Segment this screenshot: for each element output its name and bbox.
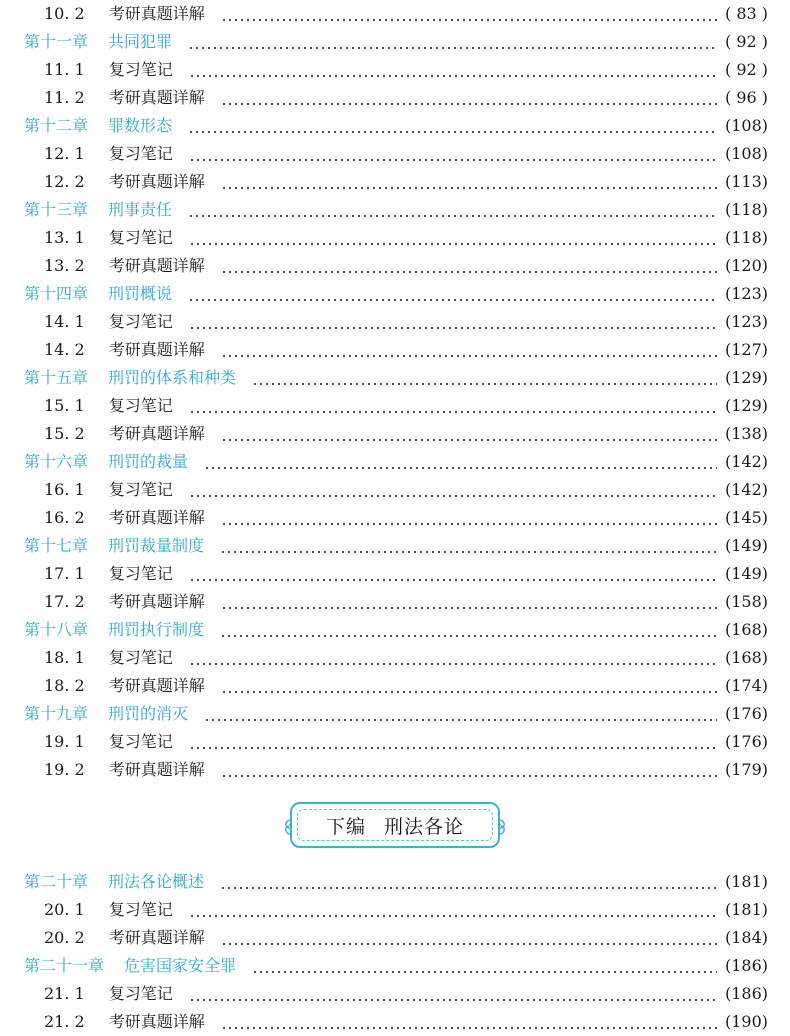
toc-section-entry[interactable] — [0, 84, 790, 112]
page-number: ( 92 ) — [724, 60, 768, 79]
toc-chapter-entry[interactable] — [0, 196, 790, 224]
page-number: (158) — [724, 592, 768, 611]
page-number: (174) — [724, 676, 768, 695]
dot-leader — [189, 896, 717, 924]
entry-heading — [44, 756, 205, 784]
toc-section-entry[interactable] — [0, 476, 790, 504]
page-number: (168) — [724, 648, 768, 667]
section-number: 13. 1 — [44, 228, 85, 247]
entry-heading — [44, 252, 205, 280]
chapter-number: 第十六章 — [24, 452, 89, 471]
page-number: (186) — [724, 956, 768, 975]
dot-leader — [252, 364, 717, 392]
toc-chapter-entry[interactable] — [0, 868, 790, 896]
toc-section-entry[interactable] — [0, 224, 790, 252]
toc-section-entry[interactable] — [0, 560, 790, 588]
entry-heading — [44, 420, 205, 448]
chapter-title: 危害国家安全罪 — [124, 956, 237, 975]
section-title: 考研真题详解 — [108, 172, 205, 191]
section-title: 考研真题详解 — [108, 508, 205, 527]
dot-leader — [189, 560, 717, 588]
entry-heading — [44, 644, 173, 672]
section-number: 12. 2 — [44, 172, 85, 191]
toc-section-entry[interactable] — [0, 728, 790, 756]
toc-chapter-entry[interactable] — [0, 364, 790, 392]
entry-heading — [44, 728, 173, 756]
page-number: (145) — [724, 508, 768, 527]
dot-leader — [221, 504, 717, 532]
section-title: 考研真题详解 — [108, 760, 205, 779]
section-number: 11. 1 — [44, 60, 85, 79]
toc-section-entry[interactable] — [0, 336, 790, 364]
entry-heading — [44, 84, 205, 112]
toc-section-entry[interactable] — [0, 168, 790, 196]
entry-heading — [44, 1008, 205, 1036]
entry-heading — [24, 868, 204, 896]
section-number: 17. 2 — [44, 592, 85, 611]
entry-heading — [24, 532, 204, 560]
toc-section-entry[interactable] — [0, 420, 790, 448]
page-number: (118) — [724, 200, 768, 219]
dot-leader — [189, 476, 717, 504]
chapter-title: 罪数形态 — [108, 116, 173, 135]
section-number: 10. 2 — [44, 4, 85, 23]
chapter-title: 刑罚裁量制度 — [108, 536, 205, 555]
section-number: 20. 1 — [44, 900, 85, 919]
dot-leader — [189, 140, 717, 168]
dot-leader — [220, 868, 717, 896]
entry-heading — [44, 168, 205, 196]
toc-section-entry[interactable] — [0, 140, 790, 168]
part-banner — [0, 798, 790, 854]
part-name: 刑法各论 — [384, 815, 465, 838]
dot-leader — [221, 1008, 717, 1036]
page-number: (168) — [724, 620, 768, 639]
entry-heading — [44, 588, 205, 616]
dot-leader — [252, 952, 717, 980]
section-title: 复习笔记 — [108, 732, 173, 751]
section-number: 11. 2 — [44, 88, 85, 107]
entry-heading — [44, 504, 205, 532]
section-title: 复习笔记 — [108, 984, 173, 1003]
toc-section-entry[interactable] — [0, 644, 790, 672]
chapter-title: 刑罚的体系和种类 — [108, 368, 237, 387]
dot-leader — [189, 224, 717, 252]
dot-leader — [188, 196, 717, 224]
page-number: (149) — [724, 536, 768, 555]
chapter-title: 刑罚概说 — [108, 284, 173, 303]
entry-heading — [44, 980, 173, 1008]
page-number: (138) — [724, 424, 768, 443]
chapter-title: 刑罚执行制度 — [108, 620, 205, 639]
page-number: (176) — [724, 704, 768, 723]
toc-section-entry[interactable] — [0, 896, 790, 924]
chapter-number: 第十五章 — [24, 368, 89, 387]
page-number: (179) — [724, 760, 768, 779]
section-title: 复习笔记 — [108, 564, 173, 583]
chapter-number: 第十九章 — [24, 704, 89, 723]
toc-section-entry[interactable] — [0, 308, 790, 336]
dot-leader — [220, 532, 717, 560]
entry-heading — [44, 896, 173, 924]
dot-leader — [189, 980, 717, 1008]
section-number: 12. 1 — [44, 144, 85, 163]
page-number: (108) — [724, 144, 768, 163]
dot-leader — [221, 252, 717, 280]
dot-leader — [188, 112, 717, 140]
section-number: 13. 2 — [44, 256, 85, 275]
chapter-title: 刑事责任 — [108, 200, 173, 219]
toc-section-entry[interactable] — [0, 392, 790, 420]
page-number: (184) — [724, 928, 768, 947]
section-title: 考研真题详解 — [108, 1012, 205, 1031]
section-number: 15. 2 — [44, 424, 85, 443]
dot-leader — [221, 588, 717, 616]
section-title: 复习笔记 — [108, 396, 173, 415]
entry-heading — [44, 56, 173, 84]
part-banner-frame — [290, 802, 500, 848]
entry-heading — [24, 280, 172, 308]
toc-section-entry[interactable] — [0, 588, 790, 616]
toc-section-entry[interactable] — [0, 56, 790, 84]
section-title: 考研真题详解 — [108, 928, 205, 947]
section-title: 考研真题详解 — [108, 88, 205, 107]
chapter-number: 第十一章 — [24, 32, 89, 51]
dot-leader — [221, 924, 717, 952]
entry-heading — [44, 0, 205, 28]
toc-section-entry[interactable] — [0, 756, 790, 784]
dot-leader — [221, 168, 717, 196]
section-title: 复习笔记 — [108, 312, 173, 331]
page-number: (129) — [724, 396, 768, 415]
chapter-number: 第二十章 — [24, 872, 89, 891]
section-title: 考研真题详解 — [108, 340, 205, 359]
chapter-title: 刑罚的消灭 — [108, 704, 189, 723]
section-title: 考研真题详解 — [108, 256, 205, 275]
section-number: 19. 2 — [44, 760, 85, 779]
entry-heading — [24, 196, 172, 224]
chapter-title: 共同犯罪 — [108, 32, 173, 51]
page-number: (120) — [724, 256, 768, 275]
dot-leader — [221, 756, 717, 784]
page-number: (149) — [724, 564, 768, 583]
page-number: ( 83 ) — [724, 4, 768, 23]
entry-heading — [44, 560, 173, 588]
entry-heading — [44, 140, 173, 168]
toc-chapter-entry[interactable] — [0, 28, 790, 56]
section-title: 复习笔记 — [108, 60, 173, 79]
toc-chapter-entry[interactable] — [0, 616, 790, 644]
section-number: 17. 1 — [44, 564, 85, 583]
chapter-number: 第十八章 — [24, 620, 89, 639]
dot-leader — [221, 0, 717, 28]
dot-leader — [221, 84, 717, 112]
section-title: 考研真题详解 — [108, 424, 205, 443]
entry-heading — [44, 336, 205, 364]
chapter-number: 第二十一章 — [24, 956, 105, 975]
page-number: (181) — [724, 900, 768, 919]
dot-leader — [221, 336, 717, 364]
chapter-title: 刑法各论概述 — [108, 872, 205, 891]
entry-heading — [44, 672, 205, 700]
entry-heading — [44, 224, 173, 252]
toc-chapter-entry[interactable] — [0, 448, 790, 476]
chapter-number: 第十七章 — [24, 536, 89, 555]
section-number: 19. 1 — [44, 732, 85, 751]
section-title: 考研真题详解 — [108, 676, 205, 695]
entry-heading — [24, 112, 172, 140]
chapter-number: 第十三章 — [24, 200, 89, 219]
section-number: 18. 1 — [44, 648, 85, 667]
entry-heading — [44, 392, 173, 420]
section-title: 复习笔记 — [108, 648, 173, 667]
entry-heading — [44, 308, 173, 336]
swirl-ornament-icon — [490, 818, 508, 836]
section-title: 复习笔记 — [108, 228, 173, 247]
page-number: (176) — [724, 732, 768, 751]
toc-chapter-entry[interactable] — [0, 952, 790, 980]
section-number: 15. 1 — [44, 396, 85, 415]
toc-section-entry[interactable] — [0, 0, 790, 28]
swirl-ornament-icon — [282, 818, 300, 836]
entry-heading — [24, 28, 172, 56]
section-title: 考研真题详解 — [108, 592, 205, 611]
entry-heading — [24, 616, 204, 644]
entry-heading — [24, 700, 188, 728]
section-number: 16. 1 — [44, 480, 85, 499]
toc-section-entry[interactable] — [0, 1008, 790, 1036]
part-label: 下编 — [325, 815, 366, 838]
dot-leader — [189, 308, 717, 336]
dot-leader — [204, 448, 717, 476]
dot-leader — [188, 280, 717, 308]
dot-leader — [189, 644, 717, 672]
dot-leader — [189, 56, 717, 84]
toc-chapter-entry[interactable] — [0, 112, 790, 140]
toc-section-entry[interactable] — [0, 924, 790, 952]
section-number: 21. 1 — [44, 984, 85, 1003]
section-number: 16. 2 — [44, 508, 85, 527]
page-number: (127) — [724, 340, 768, 359]
entry-heading — [44, 924, 205, 952]
page-number: (186) — [724, 984, 768, 1003]
page-number: (181) — [724, 872, 768, 891]
toc-chapter-entry[interactable] — [0, 532, 790, 560]
dot-leader — [189, 728, 717, 756]
section-number: 18. 2 — [44, 676, 85, 695]
section-title: 复习笔记 — [108, 900, 173, 919]
dot-leader — [221, 420, 717, 448]
toc-chapter-entry[interactable] — [0, 280, 790, 308]
page-number: (123) — [724, 312, 768, 331]
toc-section-entry[interactable] — [0, 252, 790, 280]
section-title: 考研真题详解 — [108, 4, 205, 23]
part-banner-title — [326, 812, 464, 839]
entry-heading — [24, 364, 236, 392]
page-number: (108) — [724, 116, 768, 135]
page-number: (142) — [724, 452, 768, 471]
page-number: (118) — [724, 228, 768, 247]
toc-section-entry[interactable] — [0, 504, 790, 532]
chapter-number: 第十二章 — [24, 116, 89, 135]
section-number: 14. 1 — [44, 312, 85, 331]
dot-leader — [204, 700, 717, 728]
page-number: ( 92 ) — [724, 32, 768, 51]
page-number: (113) — [724, 172, 768, 191]
section-number: 14. 2 — [44, 340, 85, 359]
entry-heading — [24, 952, 236, 980]
section-title: 复习笔记 — [108, 480, 173, 499]
toc-section-entry[interactable] — [0, 672, 790, 700]
entry-heading — [24, 448, 188, 476]
toc-section-entry[interactable] — [0, 980, 790, 1008]
chapter-title: 刑罚的裁量 — [108, 452, 189, 471]
section-title: 复习笔记 — [108, 144, 173, 163]
dot-leader — [189, 392, 717, 420]
page-number: ( 96 ) — [724, 88, 768, 107]
page-number: (190) — [724, 1012, 768, 1031]
page-number: (142) — [724, 480, 768, 499]
entry-heading — [44, 476, 173, 504]
page-number: (123) — [724, 284, 768, 303]
section-number: 20. 2 — [44, 928, 85, 947]
dot-leader — [220, 616, 717, 644]
toc-chapter-entry[interactable] — [0, 700, 790, 728]
chapter-number: 第十四章 — [24, 284, 89, 303]
dot-leader — [188, 28, 717, 56]
section-number: 21. 2 — [44, 1012, 85, 1031]
page-number: (129) — [724, 368, 768, 387]
dot-leader — [221, 672, 717, 700]
